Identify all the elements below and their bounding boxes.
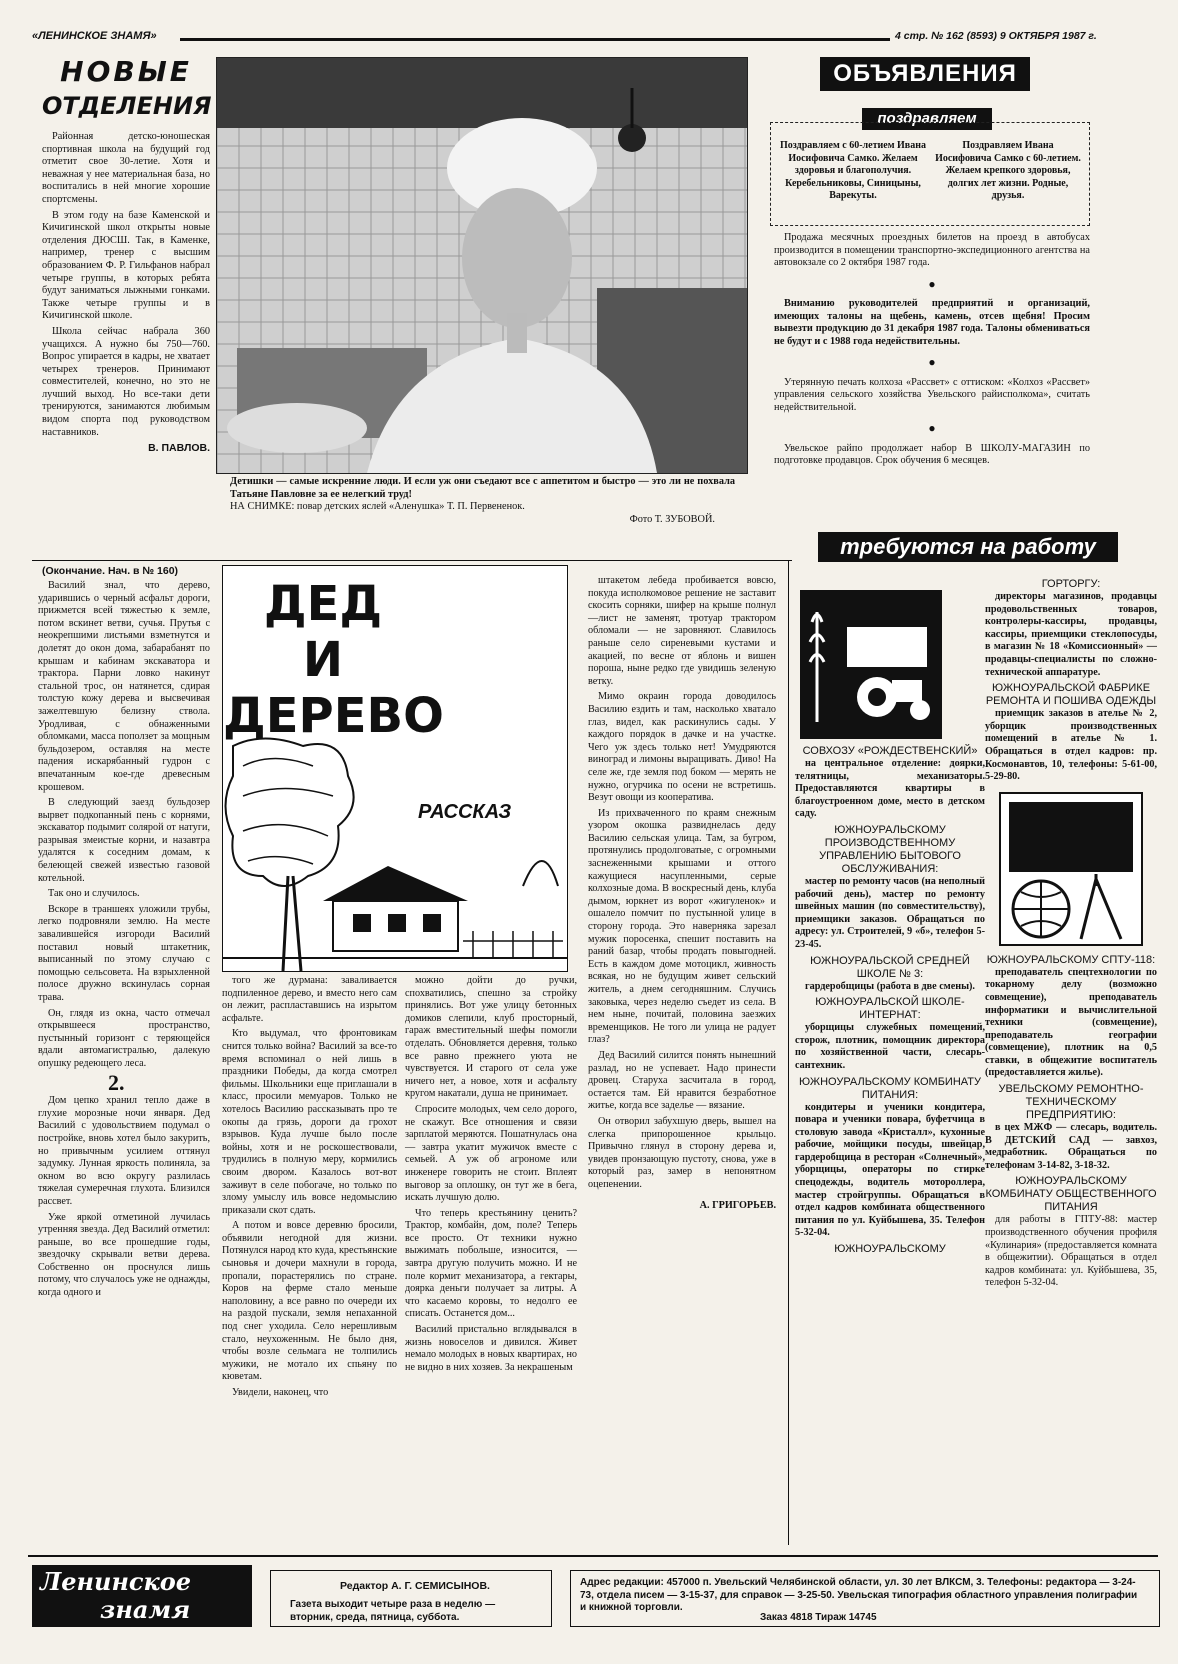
masthead-small: «ЛЕНИНСКОЕ ЗНАМЯ» bbox=[32, 30, 157, 42]
footer-logo bbox=[32, 1565, 252, 1627]
section-number: 2. bbox=[108, 1069, 125, 1095]
tractor-icon bbox=[802, 592, 940, 737]
footer-editor: Редактор А. Г. СЕМИСЫНОВ. bbox=[340, 1580, 490, 1592]
story-title-box bbox=[222, 565, 568, 972]
story-paragraph: Вскоре в траншеях уложили трубы, легко подровняли землю. На месте завалившейся изгороди Василий поставил новый штакетник, выписанный по этому случаю с помощью сельсовета. На взрыхленной полосе дружно вскинулась сорная трава. bbox=[38, 903, 210, 1003]
header-rule bbox=[180, 38, 890, 41]
jobs-title: требуются на работу bbox=[818, 532, 1118, 562]
congrats-title: поздравляем bbox=[862, 108, 992, 130]
job-org: УВЕЛЬСКОМУ РЕМОНТНО-ТЕХНИЧЕСКОМУ ПРЕДПРИЯТИЮ: bbox=[998, 1083, 1144, 1122]
left-article bbox=[42, 55, 210, 454]
footer-logo-line2: знамя bbox=[100, 1595, 191, 1624]
story-paragraph: А потом и вовсе деревню бросили, объявили негодной для жизни. Потянулся народ кто куда, крестьянские сыновья и дочери махнули в города, пропали, порастерялись по стране. Коров на ферме стало меньше наполовину, а все равно по очереди их на раздой пускали, земля непаханной под снег уходила. Село нерешливым стало, неухоженным. Не было дня, чтобы возле сельмага не толпились мужики, не мотало их спьяну по кюветам. bbox=[222, 1220, 397, 1383]
tree-house-illustration bbox=[223, 736, 567, 971]
job-org: СОВХОЗУ «РОЖДЕСТВЕНСКИЙ» bbox=[802, 745, 978, 757]
footer-rule bbox=[28, 1555, 1158, 1557]
footer-order: Заказ 4818 Тираж 14745 bbox=[760, 1612, 877, 1623]
job-text: кондитеры и ученики кондитера, повара и ученики повара, буфетчица в столовую завода «Кристалл», кухонные рабочие, мойщики посуды, швейцар, гардеробщица в ресторан «Солнечный», уборщицы, операторы по стирке спецодежды, водитель мотороллера, мастер стройгруппы. Обращаться в отдел кадров комбината общественного питания по ул. Куйбышева, 35. Телефон 5-32-04. bbox=[795, 1101, 985, 1239]
story-paragraph: Уже яркой отметиной лучилась утренняя звезда. Дед Василий отметил: раньше, во все прошедшие годы, звездочку скрывали ветви дерева. Собственно он проснулся лишь потому, что случалось уже не однажды, когда одного и bbox=[38, 1211, 210, 1299]
bullet-icon: ● bbox=[928, 276, 936, 291]
footer-logo-line1: Ленинское bbox=[40, 1567, 192, 1596]
story-paragraph: Мимо окраин города доводилось Василию ездить и там, насколько хватало глаз, видел, как раскинулись сады. У каждого порядок в дачке и на участке. Чего уж здесь только нет! Умудряются виноград и лимоны выращивать. Диво! На селе же, где земля под боком — мерять не нужно, огурчика по осени не встретишь. Везут овощи из кооператива. bbox=[588, 691, 776, 804]
story-paragraph: Василий знал, что дерево, ударившись о черный асфальт дороги, прижмется всей тяжестью к земле, потом вскинет ветви, сучья. Прутья с неокрепшими листьями взметнутся и долетят до окон дома, забарабанят по крышам и кабинам экскаватора и трактора. Парни ловко накинут стальной трос, он натянется, сдирая толстую кожу дерева и высвечивая зажелтевшую белизну ствола. Уродливая, с обнаженными обломками, масса поползет за мощным бульдозером, оставляя на месте падения искарябанный гудрон с впечатанным кое-где древесным крошевом. bbox=[38, 580, 210, 793]
job-text: на центральное отделение: доярки, телятницы, механизаторы. Предоставляются квартиры в благоустроенном доме, место в детском саду. bbox=[795, 758, 985, 820]
story-paragraph: Что теперь крестьянину ценить? Трактор, комбайн, дом, поле? Теперь все просто. От техники нужно выжимать побольше, износится, — завтра другую получить можно. И не поле кормит механизатора, а гектары, доярка деньги получает за литры. А что касаемо коровы, то недолго ее списать. Останется дом... bbox=[405, 1207, 577, 1320]
ads-list bbox=[774, 232, 1090, 471]
photo-caption bbox=[230, 476, 735, 526]
story-paragraph: штакетом лебеда пробивается вовсю, покуда исполкомовое решение не заставит скосить сорняки, шифер на крыше полнул—лист не заменят, тротуар трактором обломали — не заровняют. Славилось раньше село сиреневыми кустами и акацией, по весне от яблонь и вишен пороша, ныне редко где увидишь зеленую ветку. bbox=[588, 575, 776, 687]
jobs-right-col bbox=[985, 578, 1157, 1293]
photo-credit: Фото Т. ЗУБОВОЙ. bbox=[629, 513, 715, 525]
job-text: гардеробщицы (работа в две смены). bbox=[805, 980, 975, 992]
ad-item: Продажа месячных проездных билетов на проезд в автобусах производится в помещении транспортно-экспедиционного агентства на автовокзале со 2 октября 1987 года. bbox=[774, 232, 1090, 268]
story-title-line3: ДЕРЕВО bbox=[223, 688, 444, 744]
ad-item: Вниманию руководителей предприятий и организаций, имеющих талоны на щебень, камень, отсев щебня! Просим вывезти продукцию до 31 декабря 1987 года. Талоны обмениваться не будут и с 1988 года недействительны. bbox=[774, 298, 1090, 347]
story-title bbox=[223, 576, 444, 744]
story-paragraph: Увидели, наконец, что bbox=[232, 1387, 329, 1398]
article-title bbox=[42, 55, 210, 123]
article-paragraph: В этом году на базе Каменской и Кичигинской школ открыты новые отделения ДЮСШ. Так, в Каменке, например, тренер с высшим образованием Ф. Р. Гильфанов набрал четыре группы, в которых ребята будут заниматься лыжными гонками. Также четыре группы и в Кичигинской школе. bbox=[42, 209, 210, 322]
issue-info: 4 стр. № 162 (8593) 9 ОКТЯБРЯ 1987 г. bbox=[895, 30, 1097, 42]
jobs-left-col bbox=[795, 745, 985, 1256]
job-text: преподаватель спецтехнологии по токарному делу (возможно совмещение), преподаватель информатики и вычислительной техники (совмещение), преподаватель географии (совмещение), плотник на 0,5 ставки, в общежитие воспитатель (предоставляется жилье). bbox=[985, 966, 1157, 1079]
story-paragraph: Он отворил забухшую дверь, вышел на слегка припорошенное крыльцо. Привычно глянул в сторону дерева и, увидев пронзающую пустоту, снова, уже в который раз, замер в непонятном оцепенении. bbox=[588, 1115, 776, 1190]
job-org: ГОРТОРГУ: bbox=[1041, 578, 1101, 590]
job-text: мастер по ремонту часов (на неполный рабочий день), мастер по ремонту швейных машин (по совместительству), приемщики заказов. Обращаться по адресу: ул. Строителей, 9 «б», телефон 5-23-45. bbox=[795, 875, 985, 950]
story-paragraph: Кто выдумал, что фронтовикам снится только война? Василий за все-то время вспоминал о ней лишь в праздники Победы, да когда смотрел фильмы. Школьники еще приглашали в класс, просили мемуаров. Только не хотелось Василию рассказывать про те окопы да грязь, дороги да грохот взрывов. Куда лучше было после войны, хотя и не роскошествовали, трудились в полную меру, кормились своим двором. Казалось вот-вот заживут в селе побогаче, но только по злому умыслу иль вовсе недомыслию приказали скот сдать. bbox=[222, 1028, 397, 1216]
job-text: приемщик заказов в ателье № 2, уборщик производственных помещений в ателье № 1. Обращаться в отдел кадров: пр. Космонавтов, 10, телефоны: 5-61-00, 5-29-80. bbox=[985, 708, 1157, 783]
congrats-left: Поздравляем с 60-летием Ивана Иосифовича Самко. Желаем здоровья и благополучия. Керебельниковы, Синицыны, Варекуты. bbox=[780, 140, 926, 201]
article-body bbox=[42, 131, 210, 439]
photo-caption-label: НА СНИМКЕ: повар детских яслей «Аленушка» Т. П. Первененок. bbox=[230, 501, 525, 512]
story-author: А. ГРИГОРЬЕВ. bbox=[699, 1199, 776, 1211]
story-title-line2: И bbox=[302, 632, 344, 688]
job-text: для работы в ГПТУ-88: мастер производственного обучения профиля «Кулинария» (предоставляется комната в общежитии). Обращаться в отдел кадров комбината: ул. Куйбышева, 35, телефон 5-32-04. bbox=[985, 1214, 1157, 1289]
school-illustration bbox=[999, 792, 1143, 946]
story-paragraph: того же дурмана: заваливается подпиленное дерево, и вместо него сам он лежит, распластавшись на изрытом асфальте. bbox=[222, 975, 397, 1024]
job-org: ЮЖНОУРАЛЬСКОМУ ПРОИЗВОДСТВЕННОМУ УПРАВЛЕНИЮ БЫТОВОГО ОБСЛУЖИВАНИЯ: bbox=[819, 823, 961, 875]
job-org: ЮЖНОУРАЛЬСКОЙ ФАБРИКЕ РЕМОНТА И ПОШИВА ОДЕЖДЫ bbox=[985, 682, 1157, 708]
story-paragraph: Василий пристально вглядывался в жизнь новоселов и дивился. Живет немало молодых в новых квартирах, но не видно в них хозяев. За некрашеным bbox=[405, 1324, 577, 1373]
job-org: ЮЖНОУРАЛЬСКОМУ КОМБИНАТУ ОБЩЕСТВЕННОГО ПИТАНИЯ bbox=[985, 1175, 1157, 1214]
footer-address: Адрес редакции: 457000 п. Увельский Челябинской области, ул. 30 лет ВЛКСМ, 3. Телефоны: редактора — 3-24-73, отдела писем — 3-15-37, для справок — 3-25-50. Увельская типография областного управления полиграфии и книжной торговли. bbox=[580, 1577, 1138, 1613]
bullet-icon: ● bbox=[928, 421, 936, 435]
job-org: ЮЖНОУРАЛЬСКОМУ СПТУ-118: bbox=[986, 953, 1156, 966]
article-title-line1: НОВЫЕ bbox=[60, 55, 192, 88]
article-paragraph: Школа сейчас набрала 360 учащихся. А нужно бы 750—760. Вопрос упирается в кадры, не хватает четырех тренеров. Принимают совместителей, конечно, но это не лучший выход. Но все-таки дети тренируются, занимаются любимым видом спорта под руководством наставников. bbox=[42, 325, 210, 438]
bullet-icon: ● bbox=[928, 355, 936, 369]
story-paragraph: Спросите молодых, чем село дорого, не скажут. Все отношения и связи зарплатой меряются. Пошатнулась она — завтра укатит мужичок вместе с семьей. А уж об агрономе или инженере говорить не стоит. Вплеят выговор за оплошку, он тут же в бега, искать лучшую долю. bbox=[405, 1103, 577, 1204]
story-col2 bbox=[222, 975, 397, 1403]
job-text: уборщицы служебных помещений, сторож, плотник, помощник директора по хозяйственной части, слесарь-сантехник. bbox=[795, 1022, 985, 1071]
footer-schedule: Газета выходит четыре раза в неделю — вторник, среда, пятница, суббота. bbox=[290, 1599, 496, 1623]
column-rule bbox=[788, 560, 789, 1545]
cook-photo-image bbox=[217, 58, 747, 473]
story-paragraph: можно дойти до ручки, спохватились, спешно за стройку принялись. Вот уже улицу бетонных домиков слепили, клуб просторный, гараж вместительный шефы помогли отделать. Обновляется деревня, только все равно прежнего уюта не чувствуется. И старого от села уже ничего нет, а новое, хотя и асфальту кругом накатали, душа не принимает. bbox=[405, 975, 577, 1100]
job-text: директоры магазинов, продавцы продовольственных товаров, контролеры-кассиры, продавцы, кассиры, приемщики стеклопосуды, в магазин № 18 «Комиссионный» — продавцы-специалисты по сложно-технической аппаратуре. bbox=[985, 591, 1157, 678]
section-rule bbox=[32, 560, 792, 561]
job-org: ЮЖНОУРАЛЬСКОМУ КОМБИНАТУ ПИТАНИЯ: bbox=[799, 1075, 981, 1101]
story-col3 bbox=[405, 975, 577, 1377]
job-org: ЮЖНОУРАЛЬСКОЙ СРЕДНЕЙ ШКОЛЕ № 3: bbox=[810, 954, 970, 980]
job-org: ЮЖНОУРАЛЬСКОЙ ШКОЛЕ-ИНТЕРНАТ: bbox=[815, 996, 965, 1022]
story-title-line1: ДЕД bbox=[263, 576, 383, 632]
story-paragraph: Дом цепко хранил тепло даже в глухие морозные ночи января. Дед Василий с удовольствием подумал о постройке, вновь хотел было закурить, но привычным усилием оттянул задумку. Лунная яркость полиняла, за окном во всю округу разлилась тяжелая сумеречная глухота. Близился рассвет. bbox=[38, 1095, 210, 1207]
story-col4 bbox=[588, 575, 776, 1212]
story-paragraph: В следующий заезд бульдозер вырвет подкопанный пень с корнями, экскаватор подымит солярой от натуги, разрывая змеистые корни, и назавтра удалятся к соседним домам, к белеющей свежей известью газовой котельной. bbox=[38, 797, 210, 884]
photo-caption-text: Детишки — самые искренние люди. И если уж они съедают все с аппетитом и быстро — это ли не похвала Татьяне Павловне за ее нелегкий труд! bbox=[230, 476, 735, 500]
story-paragraph: Он, глядя из окна, часто отмечал открывшееся пространство, пустынный горизонт с теряющейся вдали автомагистралью, далекую опушку редеющего леса. bbox=[38, 1007, 210, 1069]
article-paragraph: Районная детско-юношеская спортивная школа на будущий год отметит свое 30-летие. Хотя и неважная у нее материальная база, но воспитались в ней многие хорошие спортсмены. bbox=[42, 131, 210, 205]
farm-illustration bbox=[800, 590, 942, 739]
globe-compass-icon bbox=[1001, 794, 1141, 944]
job-text: в цех МЖФ — слесарь, водитель. В ДЕТСКИЙ САД — завхоз, медработник. Обращаться по телефонам 3-14-82, 3-18-32. bbox=[985, 1122, 1157, 1171]
cook-photo bbox=[216, 57, 748, 474]
article-author: В. ПАВЛОВ. bbox=[148, 442, 210, 455]
job-org: ЮЖНОУРАЛЬСКОМУ bbox=[834, 1243, 946, 1256]
story-genre: РАССКАЗ bbox=[418, 801, 512, 823]
story-paragraph: Дед Василий силится понять нынешний разлад, но не успевает. Надо принести дровец. Старуха засчитала в город, остается там. Ей нравится безработное житье, когда все заделье — вязание. bbox=[588, 1049, 776, 1112]
article-title-line2: ОТДЕЛЕНИЯ bbox=[42, 92, 212, 120]
ad-item: Увельское райпо продолжает набор В ШКОЛУ-МАГАЗИН по подготовке продавцов. Срок обучения 6 месяцев. bbox=[774, 442, 1090, 466]
story-col1 bbox=[38, 580, 210, 1303]
ads-title: ОБЪЯВЛЕНИЯ bbox=[820, 57, 1030, 91]
story-paragraph: Так оно и случилось. bbox=[48, 888, 140, 900]
story-ending-note: (Окончание. Нач. в № 160) bbox=[42, 565, 179, 577]
congrats-right: Поздравляем Ивана Иосифовича Самко с 60-летием. Желаем крепкого здоровья, долгих лет жизни. Родные, друзья. bbox=[935, 140, 1081, 201]
ad-item: Утерянную печать колхоза «Рассвет» с оттиском: «Колхоз «Рассвет» управления сельского хозяйства Увельского райисполкома», считать недействительной. bbox=[774, 376, 1090, 413]
story-paragraph: Из прихваченного по краям снежным узором окошка развиднелась деду Василию сельская улица. Там, за бугром, протянулись продолговатые, с огромными заснеженными крышами и оттого кажущиеся насупленными, серые колхозные дома. В воскресный день, клуба дымом, юркнет из ворот «жигуленок» и ошалело помчит по пустынной улице в сторону города. Это наверняка зарезал мужик поросенка, спешит поставить на раний базар, чтобы продать повыгодней. Есть в каждом доме мотоцикл, живность всякая, но не будущим живет сельский житель, а днем сегодняшним. Случись заковыка, через неделю съедет из села. В нем ныне, почитай, половина заезжих временщиков. Не того ли улица не радует глаз? bbox=[588, 807, 776, 1046]
